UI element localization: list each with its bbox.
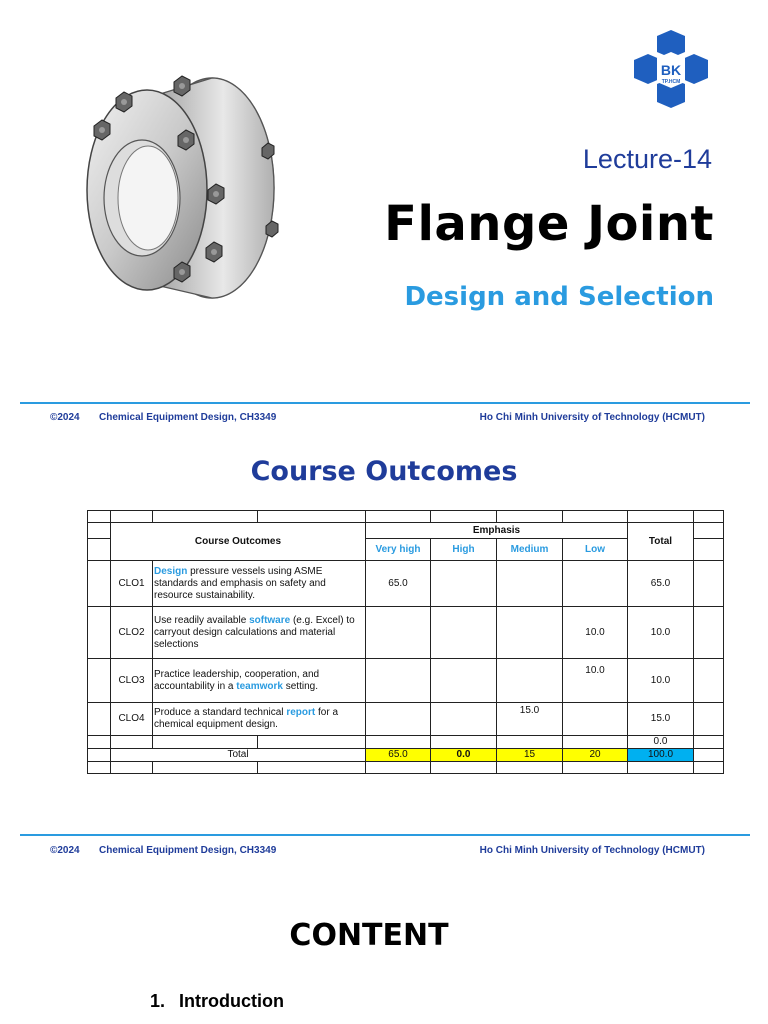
clo-keyword: software (249, 614, 291, 626)
level-high: High (431, 539, 497, 561)
clo-code: CLO4 (111, 703, 153, 736)
content-item: 1. Introduction (150, 991, 284, 1011)
table-row (88, 523, 724, 539)
header-total: Total (628, 523, 694, 561)
header-course-outcomes: Course Outcomes (111, 523, 366, 561)
footer-course: Chemical Equipment Design, CH3349 (99, 845, 277, 856)
section-heading: Course Outcomes (250, 456, 518, 487)
table-row (88, 703, 724, 736)
cell-low: 10.0 (563, 607, 628, 659)
cell-high (431, 703, 497, 736)
cell-low (563, 703, 628, 736)
clo-description: Design pressure vessels using ASME standards and emphasis on safety and resource sustainability. (153, 561, 366, 607)
table-row (88, 561, 724, 607)
header-emphasis: Emphasis (366, 523, 628, 539)
table-row (88, 736, 724, 749)
course-outcomes-table (87, 510, 724, 774)
flange-joint-illustration (62, 58, 292, 308)
table-row (88, 659, 724, 703)
table-row (88, 607, 724, 659)
footer-university: Ho Chi Minh University of Technology (HCMUT) (479, 845, 705, 856)
content-heading: CONTENT (289, 918, 449, 953)
total-low: 20 (563, 749, 628, 762)
level-low: Low (563, 539, 628, 561)
cell-total: 15.0 (628, 703, 694, 736)
lecture-number: Lecture-14 (582, 144, 712, 174)
footer-course: Chemical Equipment Design, CH3349 (99, 412, 277, 423)
cell-medium (497, 659, 563, 703)
table-row (88, 511, 724, 523)
cell-high (431, 607, 497, 659)
cell-low: 10.0 (563, 659, 628, 703)
clo-keyword: report (286, 707, 316, 718)
title-slide (0, 0, 768, 400)
total-medium: 15 (497, 749, 563, 762)
footer-year: ©2024 (50, 845, 80, 856)
level-medium: Medium (497, 539, 563, 561)
footer-divider (20, 834, 750, 836)
clo-keyword: Design (154, 565, 188, 577)
total-high: 0.0 (431, 749, 497, 762)
cell-very-high (366, 703, 431, 736)
cell-total: 65.0 (628, 561, 694, 607)
cell-total: 10.0 (628, 659, 694, 703)
cell-medium (497, 607, 563, 659)
footer-year: ©2024 (50, 412, 80, 423)
level-very-high: Very high (366, 539, 431, 561)
table-row (88, 762, 724, 774)
total-label: Total (111, 749, 366, 762)
cell-medium: 15.0 (497, 703, 563, 736)
cell-low (563, 561, 628, 607)
slide-title: Flange Joint (384, 196, 714, 252)
total-very-high: 65.0 (366, 749, 431, 762)
cell-high (431, 659, 497, 703)
cell-medium (497, 561, 563, 607)
clo-description: Use readily available software (e.g. Excel) to carryout design calculations and material selections (153, 607, 366, 659)
clo-code: CLO3 (111, 659, 153, 703)
cell-extra-total: 0.0 (628, 736, 694, 749)
course-outcomes-slide (0, 400, 768, 840)
total-grand: 100.0 (628, 749, 694, 762)
clo-code: CLO2 (111, 607, 153, 659)
logo-text: BK (660, 62, 682, 78)
cell-very-high (366, 607, 431, 659)
cell-total: 10.0 (628, 607, 694, 659)
university-logo (630, 30, 712, 112)
clo-code: CLO1 (111, 561, 153, 607)
cell-very-high: 65.0 (366, 561, 431, 607)
clo-keyword: teamwork (236, 680, 283, 692)
clo-description: Produce a standard technical report for a chemical equipment design. (153, 703, 366, 736)
clo-description: Practice leadership, cooperation, and accountability in a teamwork setting. (153, 659, 366, 703)
slide-subtitle: Design and Selection (404, 282, 714, 312)
logo-subtext: TP.HCM (661, 79, 681, 85)
cell-high (431, 561, 497, 607)
table-row-total (88, 749, 724, 762)
cell-very-high (366, 659, 431, 703)
footer-university: Ho Chi Minh University of Technology (HCMUT) (479, 412, 705, 423)
content-slide (0, 840, 768, 1024)
